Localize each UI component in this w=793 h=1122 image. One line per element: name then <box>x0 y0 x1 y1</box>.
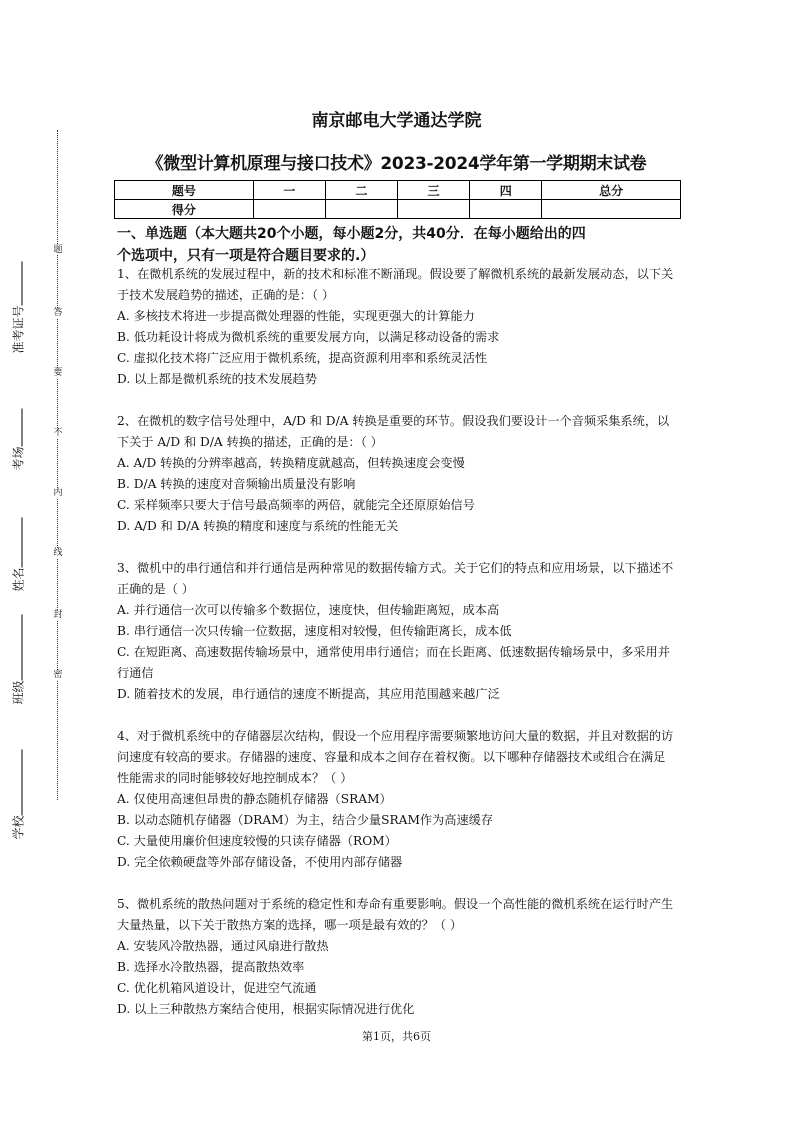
seal-char: 要 <box>53 368 63 378</box>
score-row-label: 得分 <box>115 200 254 219</box>
question-3 <box>117 558 677 705</box>
seal-char: 线 <box>53 548 63 558</box>
binding-dotted-line <box>57 130 58 800</box>
question-stem: 3、微机中的串行通信和并行通信是两种常见的数据传输方式。关于它们的特点和应用场景，以下描述不正确的是（ ） <box>117 561 674 596</box>
score-table-score-row <box>115 200 681 219</box>
seal-char: 内 <box>53 488 63 498</box>
seal-char: 不 <box>53 428 63 438</box>
seal-char: 题 <box>53 245 63 255</box>
page-footer: 第1页，共6页 <box>362 1030 431 1043</box>
question-2 <box>117 411 677 537</box>
name-label: 姓名 <box>11 567 26 592</box>
exam-room-label: 考场 <box>11 446 26 471</box>
option-b: B. 串行通信一次只传输一位数据，速度相对较慢，但传输距离长，成本低 <box>117 624 512 638</box>
score-header-cell: 三 <box>397 181 469 200</box>
option-b: B. D/A 转换的速度对音频输出质量没有影响 <box>117 477 356 491</box>
name-field[interactable] <box>10 516 27 592</box>
exam-number-field[interactable] <box>10 274 27 354</box>
section-heading-line: 个选项中，只有一项是符合题目要求的.） <box>117 248 375 264</box>
question-stem: 5、微机系统的散热问题对于系统的稳定性和寿命有重要影响。假设一个高性能的微机系统在运行时产生大量热量，以下关于散热方案的选择，哪一项是最有效的？（ ） <box>117 897 674 932</box>
question-stem: 2、在微机的数字信号处理中，A/D 和 D/A 转换是重要的环节。假设我们要设计一个音频采集系统，以下关于 A/D 和 D/A 转换的描述，正确的是：（ ） <box>117 414 670 449</box>
score-header-cell: 一 <box>253 181 325 200</box>
exam-room-field[interactable] <box>10 407 27 471</box>
option-b: B. 选择水冷散热器，提高散热效率 <box>117 960 305 974</box>
option-c: C. 采样频率只要大于信号最高频率的两倍，就能完全还原原始信号 <box>117 498 475 512</box>
option-c: C. 大量使用廉价但速度较慢的只读存储器（ROM） <box>117 834 397 848</box>
seal-char: 密 <box>53 670 63 680</box>
section-heading <box>117 223 677 267</box>
question-stem: 4、对于微机系统中的存储器层次结构，假设一个应用程序需要频繁地访问大量的数据，并且对数据的访问速度有较高的要求。存储器的速度、容量和成本之间存在着权衡。以下哪种存储器技术或组合在满足性能需求的同时能够较好地控制成本？（ ） <box>117 729 674 785</box>
option-a: A. 多核技术将进一步提高微处理器的性能，实现更强大的计算能力 <box>117 309 475 323</box>
question-stem: 1、在微机系统的发展过程中，新的技术和标准不断涌现。假设要了解微机系统的最新发展动态，以下关于技术发展趋势的描述，正确的是：（ ） <box>117 267 674 302</box>
section-heading-line: 一、单选题（本大题共20个小题，每小题2分，共40分．在每小题给出的四 <box>117 226 586 242</box>
option-c: C. 虚拟化技术将广泛应用于微机系统，提高资源利用率和系统灵活性 <box>117 351 488 365</box>
score-cell[interactable] <box>542 200 681 219</box>
option-d: D. 以上三种散热方案结合使用，根据实际情况进行优化 <box>117 1002 415 1016</box>
option-a: A. 安装风冷散热器，通过风扇进行散热 <box>117 939 329 953</box>
score-table <box>114 180 681 219</box>
seal-char: 封 <box>53 610 63 620</box>
option-d: D. A/D 和 D/A 转换的精度和速度与系统的性能无关 <box>117 519 399 533</box>
option-c: C. 在短距离、高速数据传输场景中，通常使用串行通信；而在长距离、低速数据传输场景中，多采用并行通信 <box>117 645 670 680</box>
class-field[interactable] <box>10 613 27 705</box>
score-header-cell: 题号 <box>115 181 254 200</box>
score-cell[interactable] <box>397 200 469 219</box>
score-header-cell: 总分 <box>542 181 681 200</box>
option-d: D. 以上都是微机系统的技术发展趋势 <box>117 372 317 386</box>
option-d: D. 完全依赖硬盘等外部存储设备，不使用内部存储器 <box>117 855 403 869</box>
score-cell[interactable] <box>325 200 397 219</box>
option-b: B. 低功耗设计将成为微机系统的重要发展方向，以满足移动设备的需求 <box>117 330 500 344</box>
school-field[interactable] <box>10 748 27 840</box>
score-table-header-row <box>115 181 681 200</box>
score-cell[interactable] <box>470 200 542 219</box>
option-a: A. 并行通信一次可以传输多个数据位，速度快，但传输距离短，成本高 <box>117 603 500 617</box>
exam-number-label: 准考证号 <box>11 305 26 354</box>
option-d: D. 随着技术的发展，串行通信的速度不断提高，其应用范围越来越广泛 <box>117 687 500 701</box>
class-label: 班级 <box>11 680 26 705</box>
seal-char: 答 <box>53 308 63 318</box>
score-header-cell: 四 <box>470 181 542 200</box>
score-header-cell: 二 <box>325 181 397 200</box>
score-cell[interactable] <box>253 200 325 219</box>
question-1 <box>117 264 677 390</box>
question-5 <box>117 894 677 1020</box>
option-b: B. 以动态随机存储器（DRAM）为主，结合少量SRAM作为高速缓存 <box>117 813 494 827</box>
exam-title: 《微型计算机原理与接口技术》2023-2024学年第一学期期末试卷 <box>146 154 647 174</box>
school-name: 南京邮电大学通达学院 <box>311 111 482 131</box>
school-label: 学校 <box>11 815 26 840</box>
option-a: A. A/D 转换的分辨率越高，转换精度就越高，但转换速度会变慢 <box>117 456 465 470</box>
question-list <box>117 264 677 1041</box>
question-4 <box>117 726 677 873</box>
option-c: C. 优化机箱风道设计，促进空气流通 <box>117 981 317 995</box>
option-a: A. 仅使用高速但昂贵的静态随机存储器（SRAM） <box>117 792 392 806</box>
